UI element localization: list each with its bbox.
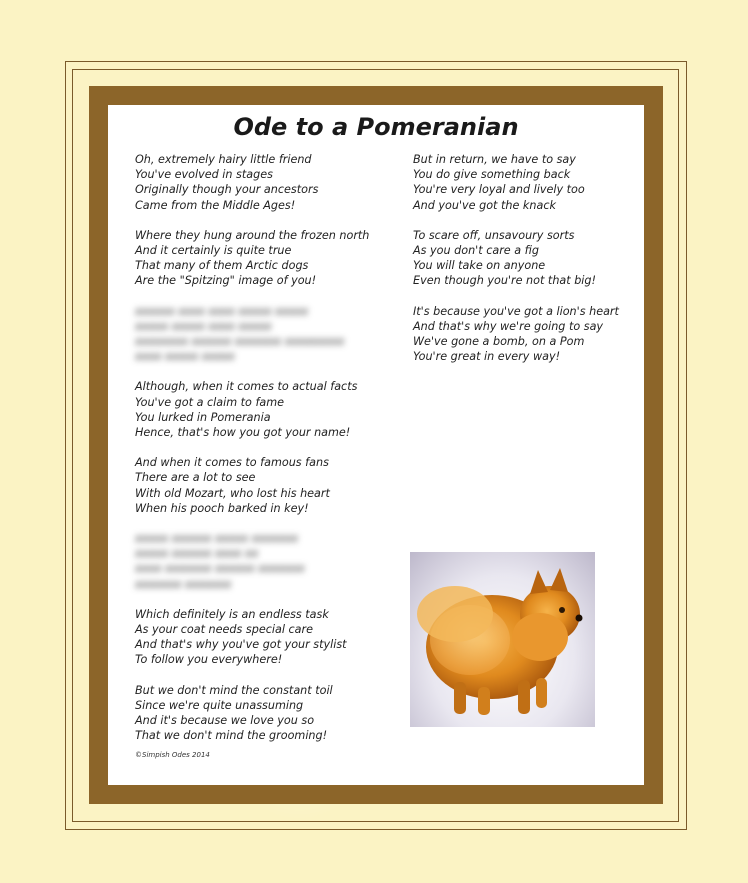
stanza [135, 152, 385, 213]
poem-line: Are the "Spitzing" image of you! [135, 274, 317, 288]
stanza [135, 379, 385, 440]
poem-line: But in return, we have to say [413, 153, 576, 166]
poem-title: Ode to a Pomeranian [233, 113, 519, 141]
copyright-notice: ©Simpish Odes 2014 [135, 751, 210, 759]
stanza [413, 304, 633, 365]
blurred-line: xxxxx xxxxx xxxx xxxxx [135, 319, 272, 333]
blurred-line: xxxxxxxx xxxxxx xxxxxxx xxxxxxxxx [135, 335, 345, 349]
poem-line: Even though you're not that big! [413, 274, 596, 288]
blurred-line: xxxxx xxxxxx xxxx xx [135, 547, 259, 561]
poem-line: There are a lot to see [135, 471, 256, 485]
stanza [413, 152, 633, 213]
poem-line: You've got a claim to fame [135, 395, 285, 409]
poem-line: Since we're quite unassuming [135, 698, 304, 712]
poem-line: We've gone a bomb, on a Pom [413, 335, 585, 349]
poem-sheet [108, 105, 644, 785]
poem-line: To follow you everywhere! [135, 653, 283, 667]
blurred-stanza [135, 304, 385, 365]
stanza [135, 455, 385, 516]
poem-line: Came from the Middle Ages! [135, 198, 296, 212]
stanza [135, 607, 385, 668]
poem-line: That many of them Arctic dogs [135, 259, 309, 273]
poem-line: Originally though your ancestors [135, 183, 319, 197]
poem-line: With old Mozart, who lost his heart [135, 486, 330, 500]
pomeranian-photo [410, 552, 595, 727]
blurred-line: xxxxxx xxxx xxxx xxxxx xxxxx [135, 304, 309, 318]
poem-line: To scare off, unsavoury sorts [413, 228, 575, 242]
poem-line: That we don't mind the grooming! [135, 729, 328, 743]
poem-line: Which definitely is an endless task [135, 607, 329, 621]
blurred-line: xxxx xxxxx xxxxx [135, 350, 235, 364]
left-column [135, 152, 385, 759]
poem-line: And you've got the knack [413, 198, 556, 212]
pomeranian-icon [410, 552, 595, 727]
poem-line: You will take on anyone [413, 259, 546, 273]
poem-line: You lurked in Pomerania [135, 410, 271, 424]
poem-line: Where they hung around the frozen north [135, 228, 370, 242]
poem-line: But we don't mind the constant toil [135, 683, 333, 697]
stanza [135, 228, 385, 289]
poem-line: As your coat needs special care [135, 623, 313, 637]
poem-line: Oh, extremely hairy little friend [135, 153, 312, 166]
blurred-stanza [135, 531, 385, 592]
poem-line: It's because you've got a lion's heart [413, 304, 619, 318]
poem-line: You're great in every way! [413, 350, 561, 364]
poem-line: And it's because we love you so [135, 714, 315, 728]
poem-line: You're very loyal and lively too [413, 183, 585, 197]
poem-line: You do give something back [413, 168, 571, 182]
poem-line: When his pooch barked in key! [135, 501, 309, 515]
poem-line: As you don't care a fig [413, 244, 539, 258]
poem-line: Hence, that's how you got your name! [135, 426, 351, 440]
blurred-line: xxxx xxxxxxx xxxxxx xxxxxxx [135, 562, 305, 576]
stanza [413, 228, 633, 289]
right-column [413, 152, 633, 379]
poem-line: And that's why we're going to say [413, 319, 604, 333]
poem-line: Although, when it comes to actual facts [135, 380, 358, 394]
blurred-line: xxxxxxx xxxxxxx [135, 577, 232, 591]
poem-line: You've evolved in stages [135, 168, 273, 182]
poem-line: And when it comes to famous fans [135, 456, 329, 470]
poem-line: And that's why you've got your stylist [135, 638, 347, 652]
stanza [135, 683, 385, 744]
blurred-line: xxxxx xxxxxx xxxxx xxxxxxx [135, 532, 298, 546]
poem-line: And it certainly is quite true [135, 244, 292, 258]
